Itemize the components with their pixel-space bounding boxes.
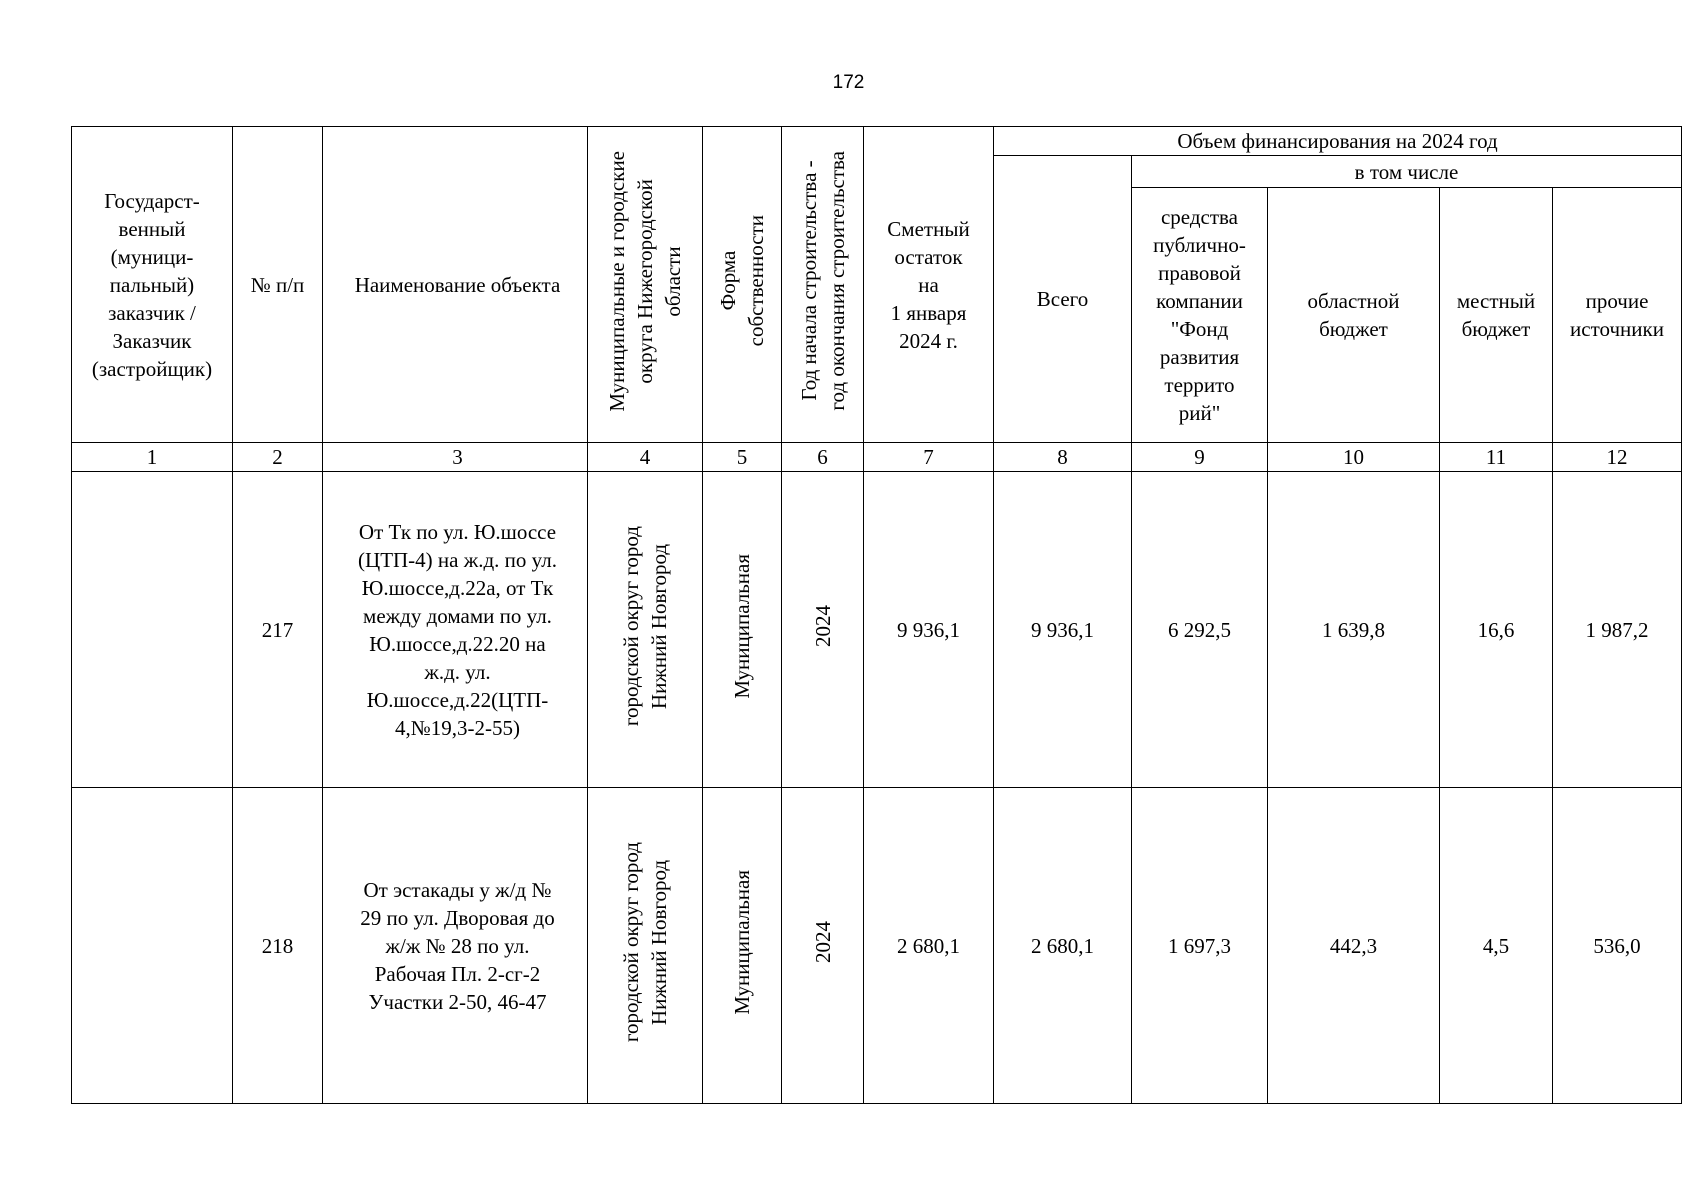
cell-object-name: От Тк по ул. Ю.шоссе (ЦТП-4) на ж.д. по ул. Ю.шоссе,д.22а, от Тк между домами по ул. Ю.шоссе,д.22.20 на ж.д. ул. Ю.шоссе,д.22(ЦТП- 4,№19,3-2-55) <box>323 472 588 788</box>
cell-fund: 6 292,5 <box>1132 472 1268 788</box>
cell-other: 1 987,2 <box>1553 472 1682 788</box>
column-number: 5 <box>703 443 782 472</box>
cell-number: 218 <box>233 788 323 1104</box>
table-row <box>72 472 1682 788</box>
header-including: в том числе <box>1132 156 1682 188</box>
header-customer: Государст- венный (муници- пальный) заказчик / Заказчик (застройщик) <box>72 127 233 443</box>
column-number: 9 <box>1132 443 1268 472</box>
header-object-name: Наименование объекта <box>323 127 588 443</box>
cell-local: 16,6 <box>1440 472 1553 788</box>
page-number: 172 <box>832 72 865 93</box>
header-fund: средства публично- правовой компании "Фонд развития террито рий" <box>1132 188 1268 443</box>
cell-fund: 1 697,3 <box>1132 788 1268 1104</box>
cell-ownership: Муниципальная <box>703 788 782 1104</box>
cell-years: 2024 <box>782 788 864 1104</box>
header-ownership: Форма собственности <box>703 127 782 443</box>
financing-table <box>71 126 1682 1104</box>
column-number: 8 <box>994 443 1132 472</box>
table-row <box>72 788 1682 1104</box>
header-regional-budget: областной бюджет <box>1268 188 1440 443</box>
header-funding-group: Объем финансирования на 2024 год <box>994 127 1682 156</box>
cell-estimate: 9 936,1 <box>864 472 994 788</box>
cell-customer <box>72 788 233 1104</box>
column-number: 10 <box>1268 443 1440 472</box>
cell-regional: 1 639,8 <box>1268 472 1440 788</box>
column-number: 1 <box>72 443 233 472</box>
column-number: 7 <box>864 443 994 472</box>
cell-district: городской округ город Нижний Новгород <box>588 472 703 788</box>
header-total: Всего <box>994 156 1132 443</box>
header-estimate-balance: Сметный остаток на 1 января 2024 г. <box>864 127 994 443</box>
header-district: Муниципальные и городские округа Нижегородской области <box>588 127 703 443</box>
column-number: 3 <box>323 443 588 472</box>
cell-district: городской округ город Нижний Новгород <box>588 788 703 1104</box>
column-number: 2 <box>233 443 323 472</box>
cell-years: 2024 <box>782 472 864 788</box>
cell-object-name: От эстакады у ж/д № 29 по ул. Дворовая до ж/ж № 28 по ул. Рабочая Пл. 2-сг-2 Участки 2-50, 46-47 <box>323 788 588 1104</box>
header-local-budget: местный бюджет <box>1440 188 1553 443</box>
cell-estimate: 2 680,1 <box>864 788 994 1104</box>
header-number: № п/п <box>233 127 323 443</box>
cell-total: 9 936,1 <box>994 472 1132 788</box>
cell-ownership: Муниципальная <box>703 472 782 788</box>
cell-local: 4,5 <box>1440 788 1553 1104</box>
column-number: 4 <box>588 443 703 472</box>
header-other-sources: прочие источники <box>1553 188 1682 443</box>
column-number: 6 <box>782 443 864 472</box>
column-numbers-row <box>72 443 1682 472</box>
column-number: 12 <box>1553 443 1682 472</box>
cell-total: 2 680,1 <box>994 788 1132 1104</box>
cell-regional: 442,3 <box>1268 788 1440 1104</box>
cell-other: 536,0 <box>1553 788 1682 1104</box>
header-construction-years: Год начала строительства - год окончания строительства <box>782 127 864 443</box>
column-number: 11 <box>1440 443 1553 472</box>
cell-number: 217 <box>233 472 323 788</box>
cell-customer <box>72 472 233 788</box>
